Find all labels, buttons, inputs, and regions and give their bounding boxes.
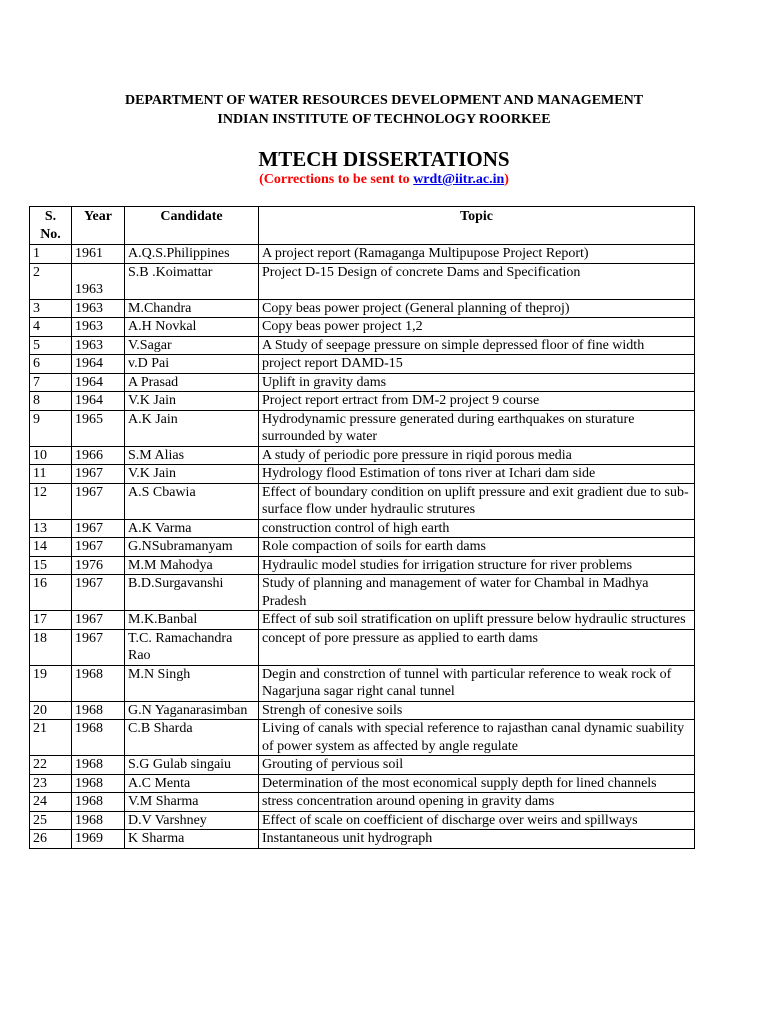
cell-topic: Project D-15 Design of concrete Dams and Specification	[259, 263, 695, 299]
table-body	[30, 245, 695, 849]
cell-topic: Effect of sub soil stratification on uplift pressure below hydraulic structures	[259, 611, 695, 630]
cell-candidate: S.M Alias	[125, 446, 259, 465]
cell-year: 1965	[72, 410, 125, 446]
cell-candidate: M.N Singh	[125, 665, 259, 701]
cell-serial-no: 6	[30, 355, 72, 374]
table-row	[30, 465, 695, 484]
cell-topic: Effect of boundary condition on uplift pressure and exit gradient due to sub-surface flow under hydraulic strutures	[259, 483, 695, 519]
corrections-email-link[interactable]: wrdt@iitr.ac.in	[413, 172, 505, 187]
column-header-candidate: Candidate	[125, 207, 259, 245]
cell-candidate: V.M Sharma	[125, 793, 259, 812]
corrections-prefix: (Corrections to be sent to	[259, 172, 414, 187]
cell-year: 1963	[72, 263, 125, 299]
cell-topic: Degin and constrction of tunnel with particular reference to weak rock of Nagarjuna sagar right canal tunnel	[259, 665, 695, 701]
cell-candidate: M.Chandra	[125, 299, 259, 318]
cell-topic: Project report ertract from DM-2 project 9 course	[259, 392, 695, 411]
cell-serial-no: 20	[30, 701, 72, 720]
cell-year: 1969	[72, 830, 125, 849]
table-row	[30, 665, 695, 701]
cell-topic: Copy beas power project (General planning of theproj)	[259, 299, 695, 318]
cell-topic: A Study of seepage pressure on simple depressed floor of fine width	[259, 336, 695, 355]
cell-year: 1968	[72, 665, 125, 701]
table-row	[30, 299, 695, 318]
cell-candidate: C.B Sharda	[125, 720, 259, 756]
table-row	[30, 611, 695, 630]
cell-topic: Effect of scale on coefficient of discharge over weirs and spillways	[259, 811, 695, 830]
cell-candidate: M.K.Banbal	[125, 611, 259, 630]
cell-topic: Hydraulic model studies for irrigation structure for river problems	[259, 556, 695, 575]
cell-serial-no: 2	[30, 263, 72, 299]
cell-serial-no: 13	[30, 519, 72, 538]
cell-topic: A project report (Ramaganga Multipupose Project Report)	[259, 245, 695, 264]
cell-year: 1963	[72, 318, 125, 337]
table-row	[30, 519, 695, 538]
cell-year: 1968	[72, 793, 125, 812]
cell-serial-no: 15	[30, 556, 72, 575]
cell-topic: stress concentration around opening in gravity dams	[259, 793, 695, 812]
table-row	[30, 774, 695, 793]
cell-serial-no: 26	[30, 830, 72, 849]
cell-candidate: T.C. Ramachandra Rao	[125, 629, 259, 665]
cell-year: 1968	[72, 774, 125, 793]
cell-year: 1967	[72, 575, 125, 611]
cell-year: 1964	[72, 355, 125, 374]
cell-topic: Strengh of conesive soils	[259, 701, 695, 720]
table-row	[30, 629, 695, 665]
dissertations-table	[29, 206, 695, 849]
cell-topic: Hydrodynamic pressure generated during earthquakes on sturature surrounded by water	[259, 410, 695, 446]
cell-serial-no: 21	[30, 720, 72, 756]
cell-topic: Grouting of pervious soil	[259, 756, 695, 775]
table-row	[30, 336, 695, 355]
cell-candidate: V.Sagar	[125, 336, 259, 355]
cell-year: 1964	[72, 373, 125, 392]
table-row	[30, 556, 695, 575]
cell-candidate: A.C Menta	[125, 774, 259, 793]
cell-serial-no: 11	[30, 465, 72, 484]
cell-year: 1961	[72, 245, 125, 264]
cell-candidate: M.M Mahodya	[125, 556, 259, 575]
cell-topic: Study of planning and management of water for Chambal in Madhya Pradesh	[259, 575, 695, 611]
cell-candidate: S.B .Koimattar	[125, 263, 259, 299]
cell-topic: Uplift in gravity dams	[259, 373, 695, 392]
table-row	[30, 355, 695, 374]
cell-serial-no: 22	[30, 756, 72, 775]
cell-serial-no: 24	[30, 793, 72, 812]
cell-serial-no: 4	[30, 318, 72, 337]
column-header-topic: Topic	[259, 207, 695, 245]
cell-candidate: v.D Pai	[125, 355, 259, 374]
cell-topic: A study of periodic pore pressure in riqid porous media	[259, 446, 695, 465]
table-row	[30, 446, 695, 465]
cell-year: 1968	[72, 756, 125, 775]
cell-candidate: B.D.Surgavanshi	[125, 575, 259, 611]
cell-serial-no: 19	[30, 665, 72, 701]
cell-candidate: A Prasad	[125, 373, 259, 392]
cell-candidate: G.N Yaganarasimban	[125, 701, 259, 720]
cell-candidate: A.S Cbawia	[125, 483, 259, 519]
cell-serial-no: 12	[30, 483, 72, 519]
cell-candidate: A.K Varma	[125, 519, 259, 538]
cell-serial-no: 3	[30, 299, 72, 318]
cell-topic: Hydrology flood Estimation of tons river at Ichari dam side	[259, 465, 695, 484]
table-row	[30, 410, 695, 446]
cell-topic: project report DAMD-15	[259, 355, 695, 374]
cell-year: 1963	[72, 299, 125, 318]
table-header-row	[30, 207, 695, 245]
cell-topic: Role compaction of soils for earth dams	[259, 538, 695, 557]
cell-candidate: D.V Varshney	[125, 811, 259, 830]
table-row	[30, 373, 695, 392]
cell-candidate: G.NSubramanyam	[125, 538, 259, 557]
cell-candidate: V.K Jain	[125, 465, 259, 484]
cell-year: 1968	[72, 720, 125, 756]
cell-candidate: A.Q.S.Philippines	[125, 245, 259, 264]
cell-topic: concept of pore pressure as applied to earth dams	[259, 629, 695, 665]
cell-year: 1968	[72, 811, 125, 830]
cell-year: 1967	[72, 538, 125, 557]
cell-year: 1976	[72, 556, 125, 575]
cell-serial-no: 23	[30, 774, 72, 793]
institute-heading: INDIAN INSTITUTE OF TECHNOLOGY ROORKEE	[217, 112, 551, 127]
cell-year: 1966	[72, 446, 125, 465]
cell-topic: Determination of the most economical supply depth for lined channels	[259, 774, 695, 793]
table-row	[30, 245, 695, 264]
table-row	[30, 830, 695, 849]
cell-year: 1964	[72, 392, 125, 411]
column-header-year: Year	[72, 207, 125, 245]
table-row	[30, 392, 695, 411]
cell-year: 1967	[72, 629, 125, 665]
table-row	[30, 318, 695, 337]
table-row	[30, 575, 695, 611]
cell-serial-no: 14	[30, 538, 72, 557]
cell-serial-no: 10	[30, 446, 72, 465]
cell-candidate: A.K Jain	[125, 410, 259, 446]
cell-candidate: K Sharma	[125, 830, 259, 849]
cell-year: 1967	[72, 519, 125, 538]
cell-year: 1968	[72, 701, 125, 720]
cell-candidate: S.G Gulab singaiu	[125, 756, 259, 775]
page-title: MTECH DISSERTATIONS	[258, 147, 510, 171]
cell-topic: Copy beas power project 1,2	[259, 318, 695, 337]
cell-serial-no: 16	[30, 575, 72, 611]
department-heading: DEPARTMENT OF WATER RESOURCES DEVELOPMENT AND MANAGEMENT	[124, 93, 644, 108]
cell-serial-no: 1	[30, 245, 72, 264]
corrections-note	[0, 171, 768, 189]
cell-serial-no: 5	[30, 336, 72, 355]
table-row	[30, 720, 695, 756]
cell-topic: Instantaneous unit hydrograph	[259, 830, 695, 849]
cell-topic: construction control of high earth	[259, 519, 695, 538]
cell-serial-no: 18	[30, 629, 72, 665]
cell-serial-no: 7	[30, 373, 72, 392]
cell-serial-no: 25	[30, 811, 72, 830]
table-row	[30, 483, 695, 519]
cell-candidate: V.K Jain	[125, 392, 259, 411]
corrections-suffix: )	[504, 172, 509, 187]
cell-serial-no: 9	[30, 410, 72, 446]
cell-candidate: A.H Novkal	[125, 318, 259, 337]
cell-year: 1967	[72, 611, 125, 630]
column-header-serial-no: S. No.	[30, 207, 72, 245]
table-row	[30, 701, 695, 720]
cell-year: 1967	[72, 465, 125, 484]
cell-year: 1967	[72, 483, 125, 519]
cell-serial-no: 17	[30, 611, 72, 630]
table-row	[30, 793, 695, 812]
table-row	[30, 756, 695, 775]
cell-serial-no: 8	[30, 392, 72, 411]
table-row	[30, 538, 695, 557]
table-row	[30, 811, 695, 830]
table-row	[30, 263, 695, 299]
cell-year: 1963	[72, 336, 125, 355]
cell-topic: Living of canals with special reference to rajasthan canal dynamic suability of power system as affected by angle regulate	[259, 720, 695, 756]
